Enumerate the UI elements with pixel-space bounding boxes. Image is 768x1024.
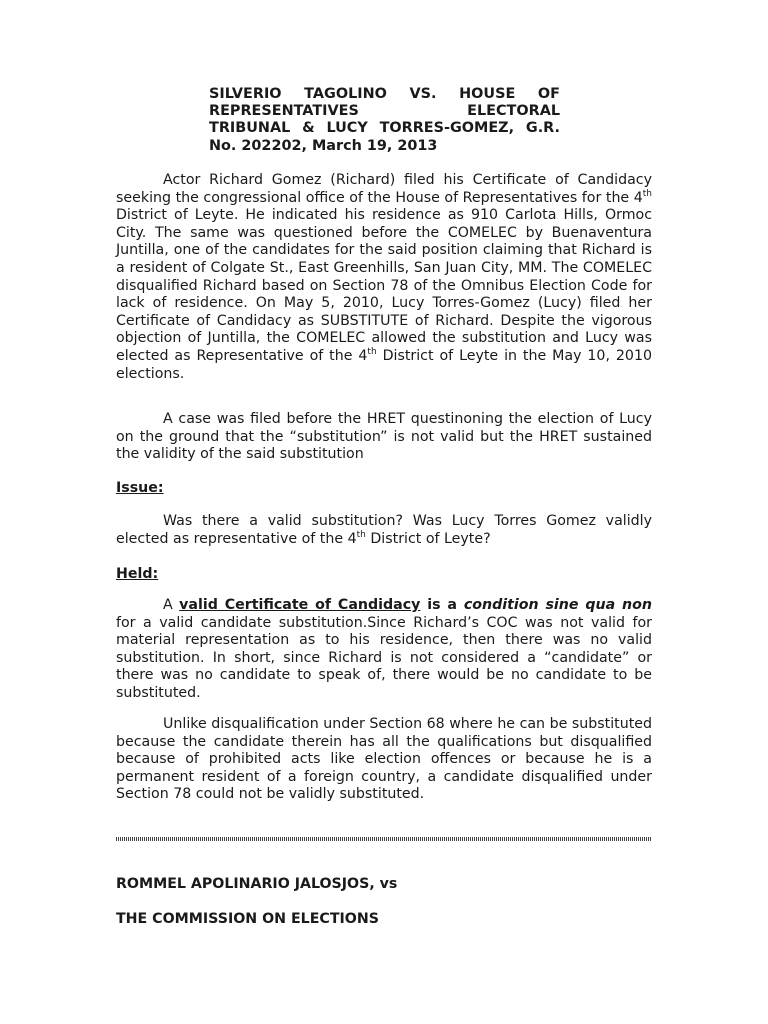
case-title-line: No. 202202, March 19, 2013 (209, 137, 438, 154)
held-heading: Held: (116, 566, 159, 582)
held-paragraph-2: Unlike disqualification under Section 68 where he can be substituted because the candidate therein has all the qualifications but disqualified because of prohibited acts like election offences or because he is a permanent resident of a foreign country, a candidate disqualified under Section 78 could not be validly substituted. (116, 716, 652, 803)
case2-title-line-2: THE COMMISSION ON ELECTIONS (116, 911, 379, 927)
facts-paragraph-2: A case was filed before the HRET questinoning the election of Lucy on the ground that the “substitution” is not valid but the HRET sustained the validity of the said substitution (116, 411, 652, 463)
case2-title-line-1: ROMMEL APOLINARIO JALOSJOS, vs (116, 876, 398, 892)
issue-text: District of Leyte? (365, 530, 491, 547)
ordinal-suffix: th (642, 188, 652, 199)
ordinal-suffix: th (356, 529, 366, 540)
ordinal-suffix: th (367, 346, 377, 357)
case-title-line: REPRESENTATIVES ELECTORAL (209, 103, 560, 120)
case-title (209, 86, 560, 155)
facts-text: District of Leyte in the May 10, 2010 elections. (116, 347, 653, 382)
facts-text: District of Leyte. He indicated his residence as 910 Carlota Hills, Ormoc City. The same was questioned before the COMELEC by Buenaventura Juntilla, one of the candidates for the said position claiming that Richard is a resident of Colgate St., East Greenhills, San Juan City, MM. The COMELEC disqualified Richard based on Section 78 of the Omnibus Election Code for lack of residence. On May 5, 2010, Lucy Torres-Gomez (Lucy) filed her Certificate of Candidacy as SUBSTITUTE of Richard. Despite the vigorous objection of Juntilla, the COMELEC allowed the substitution and Lucy was elected as Representative of the 4 (116, 207, 652, 364)
facts-paragraph-1 (116, 172, 652, 383)
held-text: is a (420, 597, 464, 613)
case-title-line: TRIBUNAL & LUCY TORRES-GOMEZ, G.R. (209, 120, 560, 137)
issue-heading: Issue: (116, 480, 164, 496)
held-text: for a valid candidate substitution.Since Richard’s COC was not valid for material representation as to his residence, then there was no valid substitution. In short, since Richard is not considered a “candidate” or there was no candidate to speak of, there would be no candidate to be substituted. (116, 614, 652, 701)
facts-text: Actor Richard Gomez (Richard) filed his Certificate of Candidacy seeking the congressional office of the House of Representatives for the 4 (116, 172, 652, 206)
held-emphasis: valid Certificate of Candidacy (179, 597, 421, 613)
case-title-line: SILVERIO TAGOLINO VS. HOUSE OF (209, 86, 560, 102)
issue-paragraph (116, 513, 652, 548)
held-text: A (163, 597, 180, 613)
section-separator (116, 837, 652, 841)
held-emphasis: condition sine qua non (463, 597, 653, 613)
held-paragraph-1 (116, 597, 652, 703)
issue-text: Was there a valid substitution? Was Lucy Torres Gomez validly elected as representative of the 4 (116, 513, 652, 547)
